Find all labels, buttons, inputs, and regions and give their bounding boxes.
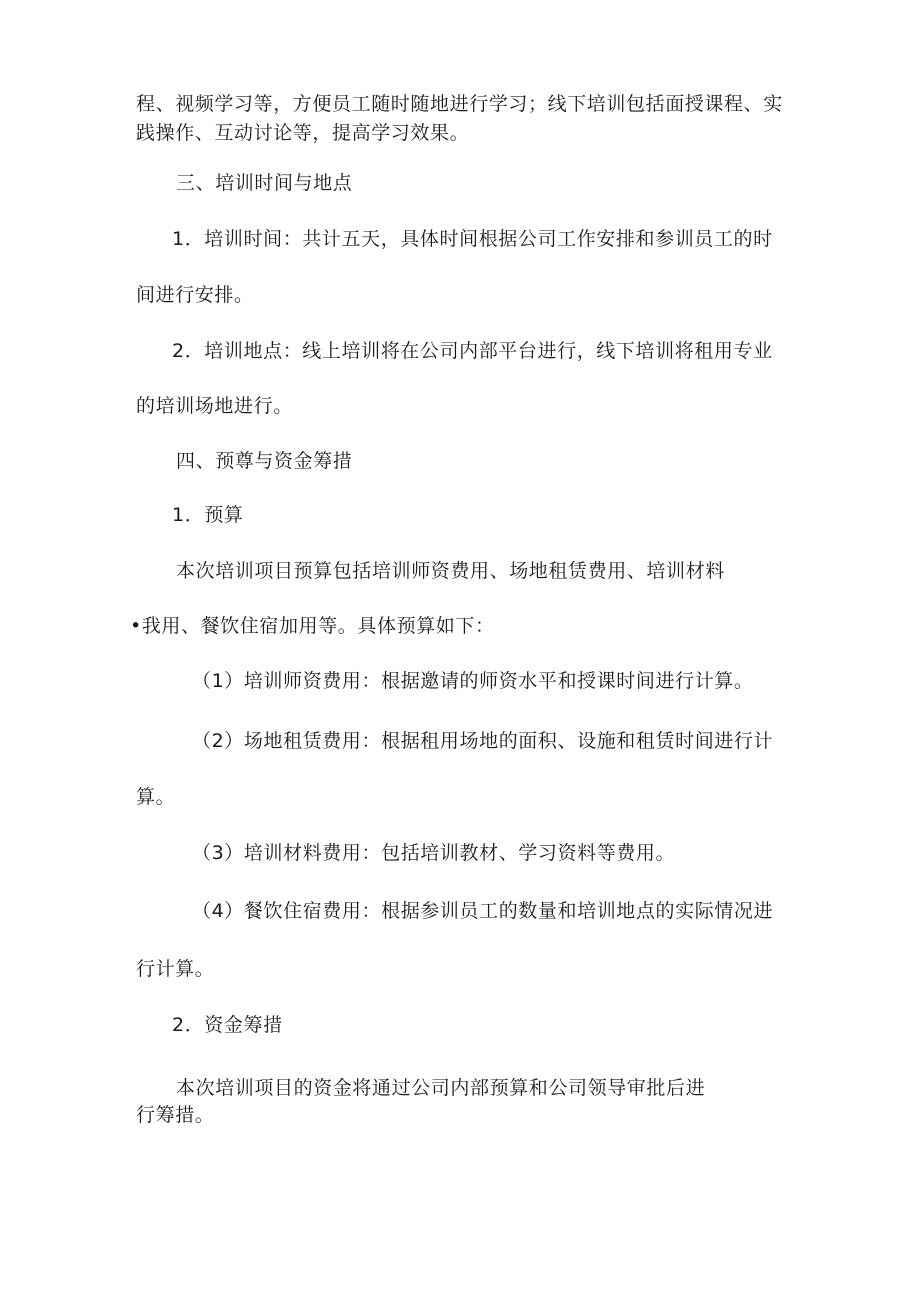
text-line: 程、视频学习等，方便员工随时随地进行学习；线下培训包括面授课程、实 bbox=[136, 93, 783, 115]
text-line: 践操作、互动讨论等，提高学习效果。 bbox=[136, 122, 470, 144]
text-line: 算。 bbox=[136, 786, 176, 808]
text-line: 的培训场地进行。 bbox=[136, 395, 293, 417]
section-heading: 四、预尊与资金筹措 bbox=[176, 450, 353, 472]
subsection-heading: 1．预算 bbox=[172, 504, 244, 526]
text-line: •我用、餐饮住宿加用等。具体预算如下： bbox=[130, 615, 495, 637]
text-line: 2．培训地点：线上培训将在公司内部平台进行，线下培训将租用专业 bbox=[172, 340, 773, 362]
text-line: 间进行安排。 bbox=[136, 284, 254, 306]
text-line: 本次培训项目的资金将通过公司内部预算和公司领导审批后进 bbox=[176, 1077, 706, 1099]
list-item: （3）培训材料费用：包括培训教材、学习资料等费用。 bbox=[192, 842, 676, 864]
text-line: 行筹措。 bbox=[136, 1104, 215, 1126]
text-line: 1．培训时间：共计五天，具体时间根据公司工作安排和参训员工的时 bbox=[172, 228, 773, 250]
list-item: （2）场地租赁费用：根据租用场地的面积、设施和租赁时间进行计 bbox=[192, 730, 774, 752]
list-item: （4）餐饮住宿费用：根据参训员工的数量和培训地点的实际情况进 bbox=[192, 900, 774, 922]
subsection-heading: 2．资金筹措 bbox=[172, 1014, 283, 1036]
list-item: （1）培训师资费用：根据邀请的师资水平和授课时间进行计算。 bbox=[192, 670, 754, 692]
section-heading: 三、培训时间与地点 bbox=[176, 172, 353, 194]
text-line: 本次培训项目预算包括培训师资费用、场地租赁费用、培训材料 bbox=[176, 560, 725, 582]
text-line: 行计算。 bbox=[136, 958, 215, 980]
